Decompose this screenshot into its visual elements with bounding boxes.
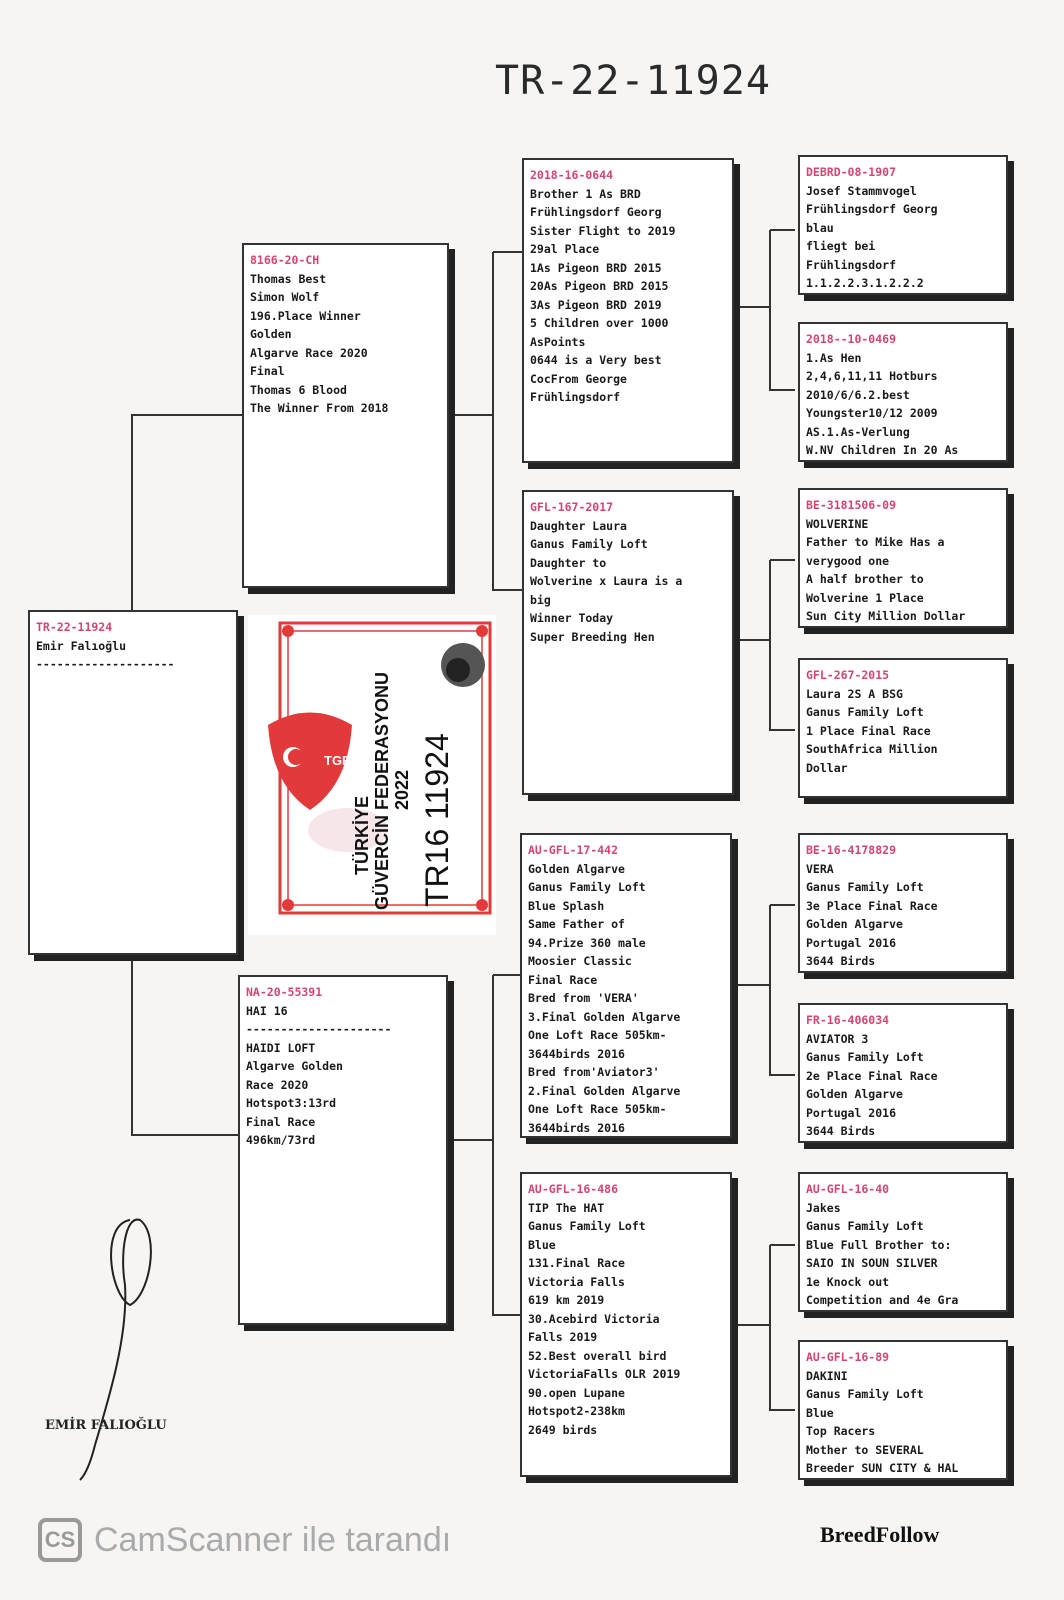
pedigree-line: Final Race (528, 972, 598, 987)
pedigree-line: Bred from'Aviator3' (528, 1065, 660, 1079)
dam-dam-dam-card (798, 1340, 1008, 1480)
dam-card (238, 975, 448, 1325)
pedigree-line: AsPoints (530, 334, 586, 349)
pedigree-line: 0644 is a Very best (530, 353, 662, 367)
pedigree-line: big (530, 592, 551, 607)
pedigree-line: Mother to SEVERAL (806, 1442, 924, 1457)
dam-sire-dam-card (798, 1003, 1008, 1143)
pedigree-line: verygood one (806, 553, 890, 568)
pedigree-line: 3.Final Golden Algarve (528, 1009, 681, 1024)
sire-dam-sire-card (798, 488, 1008, 628)
pedigree-line: Portugal 2016 (806, 935, 897, 950)
sire-card (242, 243, 449, 588)
pedigree-line: 196.Place Winner (250, 308, 361, 323)
ring-number: 8166-20-CH (250, 253, 320, 267)
pedigree-line: Frühlingsdorf Georg (806, 202, 938, 216)
pedigree-line: VERA (806, 861, 834, 876)
pedigree-title: TR-22-11924 (495, 58, 771, 104)
pedigree-line: Golden (250, 327, 292, 341)
pedigree-line: Bred from 'VERA' (528, 991, 639, 1005)
pedigree-line: Brother 1 As BRD (530, 186, 641, 201)
pedigree-line: 3644birds 2016 (528, 1120, 625, 1135)
pedigree-line: 5 Children over 1000 (530, 316, 669, 330)
pedigree-line: -------------------- (36, 657, 175, 671)
pedigree-line: Final Race (246, 1114, 316, 1129)
pedigree-line: Portugal 2016 (806, 1105, 897, 1120)
pedigree-line: Winner Today (530, 611, 614, 625)
pedigree-line: Youngster10/12 2009 (806, 406, 938, 420)
ring-number: NA-20-55391 (246, 985, 323, 999)
pedigree-line: A half brother to (806, 572, 924, 586)
pedigree-line: Thomas Best (250, 271, 327, 286)
sire-dam-card (522, 490, 734, 795)
federation-ring-stamp (248, 615, 496, 935)
pedigree-line: 2,4,6,11,11 Hotburs (806, 369, 938, 383)
pedigree-line: Josef Stammvogel (806, 183, 917, 198)
pedigree-line: Ganus Family Loft (806, 880, 924, 894)
pedigree-line: HAIDI LOFT (246, 1040, 316, 1055)
pedigree-line: Hotspot2-238km (528, 1404, 625, 1418)
pedigree-line: Sister Flight to 2019 (530, 223, 676, 238)
pedigree-line: Super Breeding Hen (530, 629, 655, 644)
signature-name: EMİR FALIOĞLU (45, 1418, 167, 1433)
sire-sire-sire-card (798, 155, 1008, 295)
pedigree-line: Frühlingsdorf (530, 390, 621, 404)
federation-ring-number: TR16 11924 (419, 733, 455, 907)
pedigree-line: Blue Splash (528, 898, 605, 913)
dam-dam-card (520, 1172, 732, 1477)
dam-dam-sire-card (798, 1172, 1008, 1312)
pedigree-line: Ganus Family Loft (530, 537, 648, 551)
pedigree-line: Algarve Race 2020 (250, 345, 368, 360)
pedigree-line: TIP The HAT (528, 1200, 605, 1215)
pedigree-line: 2e Place Final Race (806, 1068, 938, 1083)
sire-dam-dam-card (798, 658, 1008, 798)
pedigree-line: 30.Acebird Victoria (528, 1311, 660, 1326)
pedigree-line: Laura 2S A BSG (806, 686, 903, 701)
pedigree-line: 3644 Birds (806, 1124, 876, 1138)
stamp-graphic (248, 615, 496, 935)
ring-number: GFL-267-2015 (806, 668, 890, 682)
ring-number: BE-16-4178829 (806, 843, 897, 857)
federation-year: 2022 (392, 769, 412, 810)
pedigree-line: HAI 16 (246, 1003, 288, 1018)
pedigree-line: 619 km 2019 (528, 1293, 605, 1307)
pedigree-line: Daughter to (530, 555, 607, 570)
ring-number: AU-GFL-17-442 (528, 843, 619, 857)
pedigree-line: AS.1.As-Verlung (806, 424, 910, 439)
pedigree-line: 1e Knock out (806, 1274, 890, 1289)
ring-number: AU-GFL-16-40 (806, 1182, 890, 1196)
ring-number: BE-3181506-09 (806, 498, 897, 512)
federation-name-line2: GÜVERCİN FEDERASYONU (372, 671, 392, 910)
pedigree-line: 1 Place Final Race (806, 723, 931, 738)
pedigree-line: One Loft Race 505km- (528, 1028, 667, 1042)
pedigree-line: Breeder SUN CITY & HAL (806, 1461, 959, 1475)
pedigree-line: Father to Mike Has a (806, 535, 945, 549)
pedigree-line: Final (250, 364, 285, 378)
pedigree-line: DAKINI (806, 1368, 848, 1383)
ring-number: DEBRD-08-1907 (806, 165, 897, 179)
camscanner-watermark (38, 1518, 451, 1562)
pedigree-line: 90.open Lupane (528, 1385, 625, 1400)
pedigree-line: 496km/73rd (246, 1133, 316, 1147)
ring-number: 2018--10-0469 (806, 332, 897, 346)
pedigree-line: 20As Pigeon BRD 2015 (530, 279, 669, 293)
pedigree-line: Frühlingsdorf (806, 257, 897, 272)
pedigree-line: 52.Best overall bird (528, 1348, 667, 1363)
sire-sire-dam-card (798, 322, 1008, 462)
pedigree-line: 2010/6/6.2.best (806, 387, 910, 402)
pedigree-line: 94.Prize 360 male (528, 935, 646, 950)
dam-sire-card (520, 833, 732, 1138)
pedigree-line: Hotspot3:13rd (246, 1096, 337, 1110)
pedigree-line: Race 2020 (246, 1077, 309, 1092)
pedigree-line: 3As Pigeon BRD 2019 (530, 297, 662, 312)
pedigree-line: Falls 2019 (528, 1330, 598, 1344)
pedigree-line: Golden Algarve (806, 1087, 903, 1101)
pedigree-line: Algarve Golden (246, 1059, 343, 1073)
pedigree-line: Ganus Family Loft (806, 1219, 924, 1233)
ring-number: AU-GFL-16-486 (528, 1182, 619, 1196)
pedigree-line: Ganus Family Loft (806, 1050, 924, 1064)
pedigree-line: Same Father of (528, 917, 625, 931)
ring-number: FR-16-406034 (806, 1013, 890, 1027)
pedigree-line: fliegt bei (806, 239, 876, 253)
pedigree-line: Victoria Falls (528, 1274, 625, 1289)
camscanner-text: CamScanner ile tarandı (94, 1520, 452, 1559)
pedigree-line: One Loft Race 505km- (528, 1102, 667, 1116)
pedigree-line: blau (806, 220, 834, 235)
pedigree-line: Wolverine x Laura is a (530, 574, 683, 588)
subject-pigeon-card (28, 610, 238, 955)
pedigree-line: --------------------- (246, 1022, 392, 1036)
pedigree-line: Simon Wolf (250, 290, 320, 304)
signature-scribble-icon (70, 1215, 170, 1485)
sire-sire-card (522, 158, 734, 463)
pedigree-line: Ganus Family Loft (528, 880, 646, 894)
pedigree-line: Frühlingsdorf Georg (530, 205, 662, 219)
pedigree-line: W.NV Children In 20 As (806, 443, 959, 457)
pedigree-line: The Winner From 2018 (250, 401, 389, 415)
pedigree-line: Blue (528, 1237, 556, 1252)
ring-number: AU-GFL-16-89 (806, 1350, 890, 1364)
pedigree-line: Wolverine 1 Place (806, 590, 924, 605)
pedigree-line: Golden Algarve (806, 917, 903, 931)
pedigree-line: Daughter Laura (530, 518, 627, 533)
ring-number: GFL-167-2017 (530, 500, 614, 514)
breedfollow-logo: BreedFollow (820, 1522, 940, 1547)
pedigree-line: 1.1.2.2.3.1.2.2.2 (806, 276, 924, 290)
pedigree-line: Ganus Family Loft (806, 1387, 924, 1401)
pedigree-line: 1.As Hen (806, 350, 862, 365)
camscanner-icon: CS (38, 1518, 82, 1562)
pedigree-line: Ganus Family Loft (528, 1219, 646, 1233)
pedigree-line: 131.Final Race (528, 1256, 625, 1270)
ring-number: 2018-16-0644 (530, 168, 614, 182)
pedigree-line: Moosier Classic (528, 954, 632, 968)
ring-number: TR-22-11924 (36, 620, 113, 634)
pedigree-line: VictoriaFalls OLR 2019 (528, 1367, 681, 1381)
pedigree-line: 2.Final Golden Algarve (528, 1083, 681, 1098)
pedigree-line: CocFrom George (530, 371, 627, 386)
dam-sire-sire-card (798, 833, 1008, 973)
pedigree-line: Dollar (806, 760, 848, 775)
pedigree-line: 2649 birds (528, 1422, 598, 1437)
pedigree-line: 3644 Birds (806, 954, 876, 968)
pedigree-line: 29al Place (530, 242, 600, 256)
pedigree-line: Top Racers (806, 1424, 876, 1438)
pedigree-line: 1As Pigeon BRD 2015 (530, 260, 662, 275)
pedigree-line: Competition and 4e Gra (806, 1293, 959, 1307)
pedigree-line: 3e Place Final Race (806, 898, 938, 913)
pedigree-line: SAIO IN SOUN SILVER (806, 1256, 938, 1270)
pedigree-line: Thomas 6 Blood (250, 382, 347, 397)
pedigree-line: Emir Falıoğlu (36, 638, 127, 653)
pedigree-line: AVIATOR 3 (806, 1031, 869, 1046)
pedigree-line: Ganus Family Loft (806, 705, 924, 719)
pedigree-line: Jakes (806, 1200, 841, 1215)
pedigree-line: WOLVERINE (806, 516, 869, 531)
pedigree-line: Blue Full Brother to: (806, 1237, 952, 1252)
pedigree-line: SouthAfrica Million (806, 742, 938, 756)
pedigree-line: Golden Algarve (528, 861, 625, 876)
shield-logo-text: TGF (324, 753, 350, 768)
pedigree-line: 3644birds 2016 (528, 1046, 625, 1061)
pedigree-line: Blue (806, 1405, 834, 1420)
federation-name-line1: TÜRKİYE (352, 795, 372, 875)
pedigree-line: Sun City Million Dollar (806, 609, 966, 623)
